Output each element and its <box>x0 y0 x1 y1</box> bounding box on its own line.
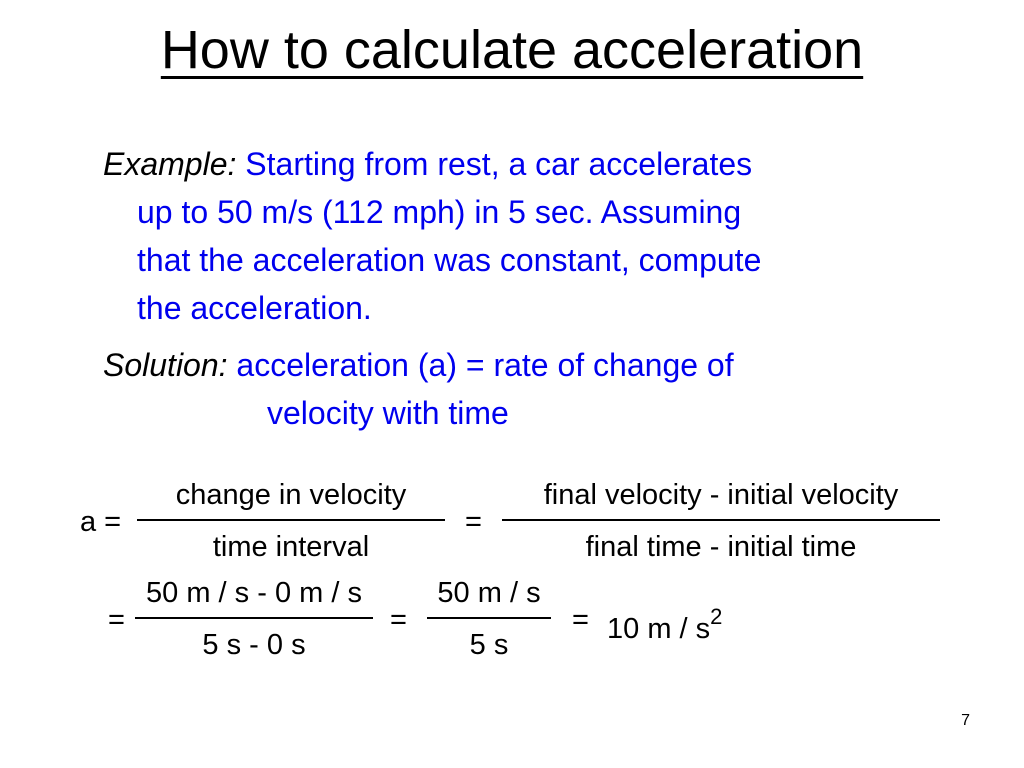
fraction-bar <box>427 617 551 619</box>
eq-equals-2: = <box>465 506 482 538</box>
eq-equals-3: = <box>108 604 125 636</box>
fraction-simplified <box>427 576 551 666</box>
example-paragraph <box>103 140 761 332</box>
numerator: 50 m / s - 0 m / s <box>146 577 362 609</box>
example-line-1 <box>103 140 761 188</box>
eq-a-lhs: a = <box>80 506 122 538</box>
fraction-final-minus-initial <box>502 478 940 568</box>
page-number: 7 <box>961 712 970 729</box>
fraction-values <box>135 576 373 666</box>
eq-equals-5: = <box>572 604 589 636</box>
slide-title: How to calculate acceleration <box>160 20 864 80</box>
numerator: final velocity - initial velocity <box>543 479 899 511</box>
solution-text: acceleration (a) = rate of change of <box>236 347 734 383</box>
example-line-4: the acceleration. <box>137 290 372 326</box>
solution-line-1 <box>103 341 734 389</box>
numerator: 50 m / s <box>437 577 541 609</box>
example-text: Starting from rest, a car accelerates <box>245 146 753 182</box>
solution-paragraph <box>103 341 734 437</box>
denominator: 5 s - 0 s <box>202 629 306 661</box>
solution-line-2: velocity with time <box>267 395 509 431</box>
result-value: 10 m / s <box>607 613 711 645</box>
fraction-bar <box>137 519 445 521</box>
example-label: Example: <box>103 146 237 182</box>
result <box>607 600 722 646</box>
eq-equals-4: = <box>390 604 407 636</box>
result-exponent: 2 <box>710 604 723 629</box>
denominator: time interval <box>212 531 370 563</box>
fraction-bar <box>135 617 373 619</box>
example-line-2: up to 50 m/s (112 mph) in 5 sec. Assuming <box>137 194 742 230</box>
solution-label: Solution: <box>103 347 228 383</box>
example-line-3: that the acceleration was constant, compute <box>137 242 762 278</box>
fraction-bar <box>502 519 940 521</box>
denominator: 5 s <box>469 629 509 661</box>
numerator: change in velocity <box>175 479 407 511</box>
denominator: final time - initial time <box>585 531 857 563</box>
fraction-change-over-interval <box>137 478 445 568</box>
